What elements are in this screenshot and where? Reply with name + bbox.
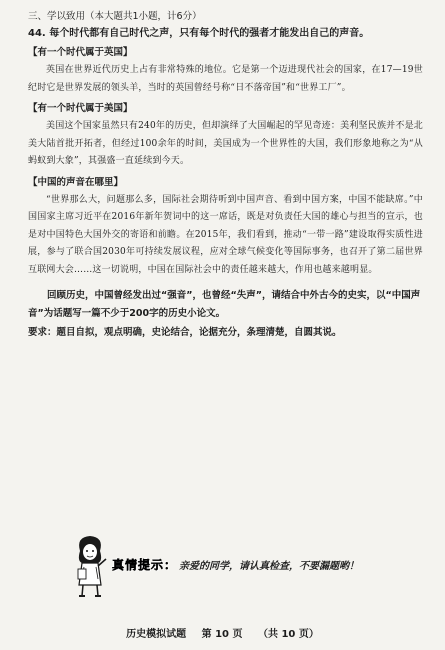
material-heading-china: 【中国的声音在哪里】	[28, 176, 124, 188]
material-text-usa: 美国这个国家虽然只有240年的历史，但却演绎了大国崛起的罕见奇迹：美利坚民族并不是北美大陆首批开拓者，但经过100余年的时间，美国成为一个世界性的大国，我们形象地称之为“从蚂蚁到大象”，其强盛一直延续到今天。	[28, 121, 423, 166]
material-heading-usa: 【有一个时代属于美国】	[28, 103, 133, 114]
reminder-text: 亲爱的同学，请认真检查，不要漏题哟！	[179, 561, 360, 572]
section-header: 三、学以致用（本大题共1小题，计6分）	[28, 11, 202, 22]
cartoon-girl-icon	[70, 533, 110, 599]
footer-title: 历史模拟试题	[126, 629, 187, 640]
material-text-britain: 英国在世界近代历史上占有非常特殊的地位。它是第一个迈进现代社会的国家，在17—19世纪时它是世界发展的领头羊，当时的英国曾经号称“日不落帝国”和“世界工厂”。	[28, 65, 423, 93]
page-footer	[0, 625, 445, 640]
footer-total-pages: （共 10 页）	[257, 629, 319, 640]
page-content	[28, 10, 423, 341]
essay-task: 回顾历史，中国曾经发出过“强音”，也曾经“失声”，请结合中外古今的史实，以“中国声音”为话题写一篇不少于200字的历史小论文。	[28, 290, 421, 319]
material-text-china: “世界那么大，问题那么多，国际社会期待听到中国声音、看到中国方案，中国不能缺席。”中国国家主席习近平在2016年新年贺词中的这一席话，既是对负责任大国的雄心与担当的宣示，也是对中国特色大国外交的寄语和前瞻。在2015年，我们看到，推动“一带一路”建设取得实质性进展，参与了联合国2030年可持续发展议程，应对全球气候变化等国际事务，也召开了第二届世界互联网大会……这一切说明，中国在国际社会中的责任越来越大，作用也越来越明显。	[28, 194, 423, 275]
footer-page-number: 第 10 页	[201, 629, 243, 640]
reminder-label: 真情提示：	[112, 558, 178, 572]
material-heading-britain: 【有一个时代属于英国】	[28, 47, 133, 58]
question-stem: 44. 每个时代都有自己时代之声，只有每个时代的强者才能发出自己的声音。	[28, 28, 370, 39]
reminder-banner	[112, 556, 359, 573]
essay-requirements: 要求：题目自拟，观点明确，史论结合，论据充分，条理清楚，自圆其说。	[28, 327, 342, 338]
